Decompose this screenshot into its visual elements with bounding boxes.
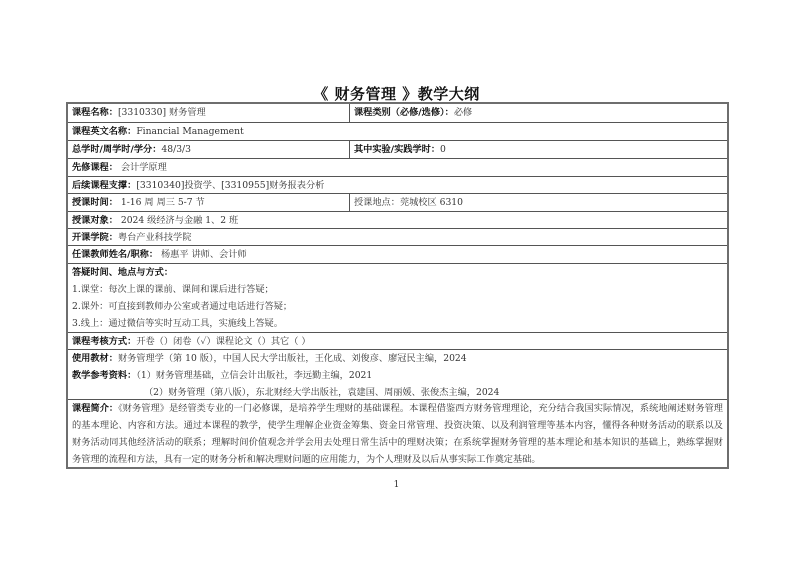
teacher-cell bbox=[68, 246, 727, 263]
materials-cell bbox=[68, 350, 727, 399]
hours-credits-value: 48/3/3 bbox=[161, 144, 191, 155]
page-number: 1 bbox=[393, 480, 400, 490]
row-english-name bbox=[68, 122, 727, 140]
teaching-location-label: 授课地点： bbox=[354, 197, 400, 208]
course-category-value: 必修 bbox=[453, 107, 473, 118]
hours-credits-cell bbox=[68, 141, 350, 158]
qa-cell bbox=[68, 264, 727, 332]
textbook-label: 使用教材： bbox=[72, 353, 118, 364]
row-target-students bbox=[68, 211, 727, 228]
college-cell bbox=[68, 229, 727, 245]
row-materials bbox=[68, 349, 727, 399]
target-students-cell bbox=[68, 212, 727, 228]
row-assessment bbox=[68, 332, 727, 349]
follow-up-cell bbox=[68, 177, 727, 193]
english-name-label: 课程英文名称： bbox=[72, 126, 137, 137]
teaching-location-cell bbox=[350, 194, 727, 211]
qa-item: 2.课外：可直接到教师办公室或者通过电话进行答疑； bbox=[72, 301, 293, 312]
references-label: 教学参考资料： bbox=[72, 370, 137, 381]
qa-item: 1.课堂：每次上课的课前、课间和课后进行答疑； bbox=[72, 284, 274, 295]
course-name-cell bbox=[68, 104, 350, 122]
course-category-cell bbox=[350, 104, 727, 122]
qa-label: 答疑时间、地点与方式： bbox=[72, 267, 174, 278]
teaching-time-value: 1-16 周 周三 5-7 节 bbox=[117, 197, 205, 208]
hours-credits-label: 总学时/周学时/学分： bbox=[72, 144, 162, 155]
row-hours bbox=[68, 140, 727, 158]
textbook-value: 财务管理学（第 10 版），中国人民大学出版社，王化成、刘俊彦、廖冠民主编，2024 bbox=[117, 353, 467, 364]
row-prerequisite bbox=[68, 158, 727, 176]
row-qa bbox=[68, 263, 727, 332]
lab-hours-cell bbox=[350, 141, 727, 158]
follow-up-value: [3310340]投资学、[3310955]财务报表分析 bbox=[136, 180, 325, 191]
teacher-value: 杨惠平 讲师、会计师 bbox=[158, 249, 247, 260]
reference-item: （1）财务管理基础，立信会计出版社，李远勤主编，2021 bbox=[136, 370, 373, 381]
target-students-label: 授课对象： bbox=[72, 215, 118, 226]
row-intro bbox=[68, 399, 727, 467]
assessment-cell bbox=[68, 333, 727, 349]
college-label: 开课学院： bbox=[72, 232, 118, 243]
course-name-label: 课程名称： bbox=[72, 107, 118, 118]
row-follow-up bbox=[68, 176, 727, 193]
college-value: 粤台产业科技学院 bbox=[117, 232, 192, 243]
syllabus-table bbox=[66, 102, 729, 469]
teaching-time-cell bbox=[68, 194, 350, 211]
row-college bbox=[68, 228, 727, 245]
course-name-value: [3310330] 财务管理 bbox=[117, 107, 206, 118]
intro-cell bbox=[68, 400, 727, 467]
course-category-label: 课程类别（必修/选修）： bbox=[354, 107, 454, 118]
row-teacher bbox=[68, 245, 727, 263]
teacher-label: 任课教师姓名/职称： bbox=[72, 249, 159, 260]
lab-hours-label: 其中实验/实践学时： bbox=[354, 144, 441, 155]
qa-item: 3.线上：通过微信等实时互动工具，实施线上答疑。 bbox=[72, 318, 283, 329]
prerequisite-value: 会计学原理 bbox=[117, 162, 167, 173]
english-name-value: Financial Management bbox=[136, 126, 244, 137]
assessment-label: 课程考核方式： bbox=[72, 336, 137, 347]
row-course-name bbox=[68, 104, 727, 122]
reference-item: （2）财务管理（第八版），东北财经大学出版社，袁建国、周丽媛、张俊杰主编，2024 bbox=[144, 387, 500, 398]
lab-hours-value: 0 bbox=[440, 144, 446, 155]
row-teaching-time bbox=[68, 193, 727, 211]
document-title: 《 财务管理 》教学大纲 bbox=[313, 85, 480, 103]
prerequisite-cell bbox=[68, 159, 727, 176]
follow-up-label: 后续课程支撑： bbox=[72, 180, 137, 191]
assessment-value: 开卷（）闭卷（✓）课程论文（）其它（ ） bbox=[136, 336, 311, 347]
english-name-cell bbox=[68, 123, 727, 140]
intro-text: 《财务管理》是经管类专业的一门必修课，是培养学生理财的基础课程。本课程借鉴西方财务管理理论，充分结合我国实际情况，系统地阐述财务管理的基本理论、内容和方法。通过本课程的教学，使学生理解企业资金筹集、资金日常管理、投资决策、以及利润管理等基本内容，懂得各种财务活动的联系以及财务活动同其他经济活动的联系；理解时间价值观念并学会用去处理日常生活中的理财决策；在系统掌握财务管理的基本理论和基本知识的基础上，熟练掌握财务管理的流程和方法，具有一定的财务分析和解决理财问题的应用能力，为个人理财及以后从事实际工作奠定基础。 bbox=[72, 403, 723, 465]
teaching-time-label: 授课时间： bbox=[72, 197, 118, 208]
teaching-location-value: 莞城校区 6310 bbox=[399, 197, 463, 208]
target-students-value: 2024 级经济与金融 1、2 班 bbox=[117, 215, 239, 226]
intro-label: 课程简介： bbox=[72, 403, 119, 414]
prerequisite-label: 先修课程： bbox=[72, 162, 118, 173]
